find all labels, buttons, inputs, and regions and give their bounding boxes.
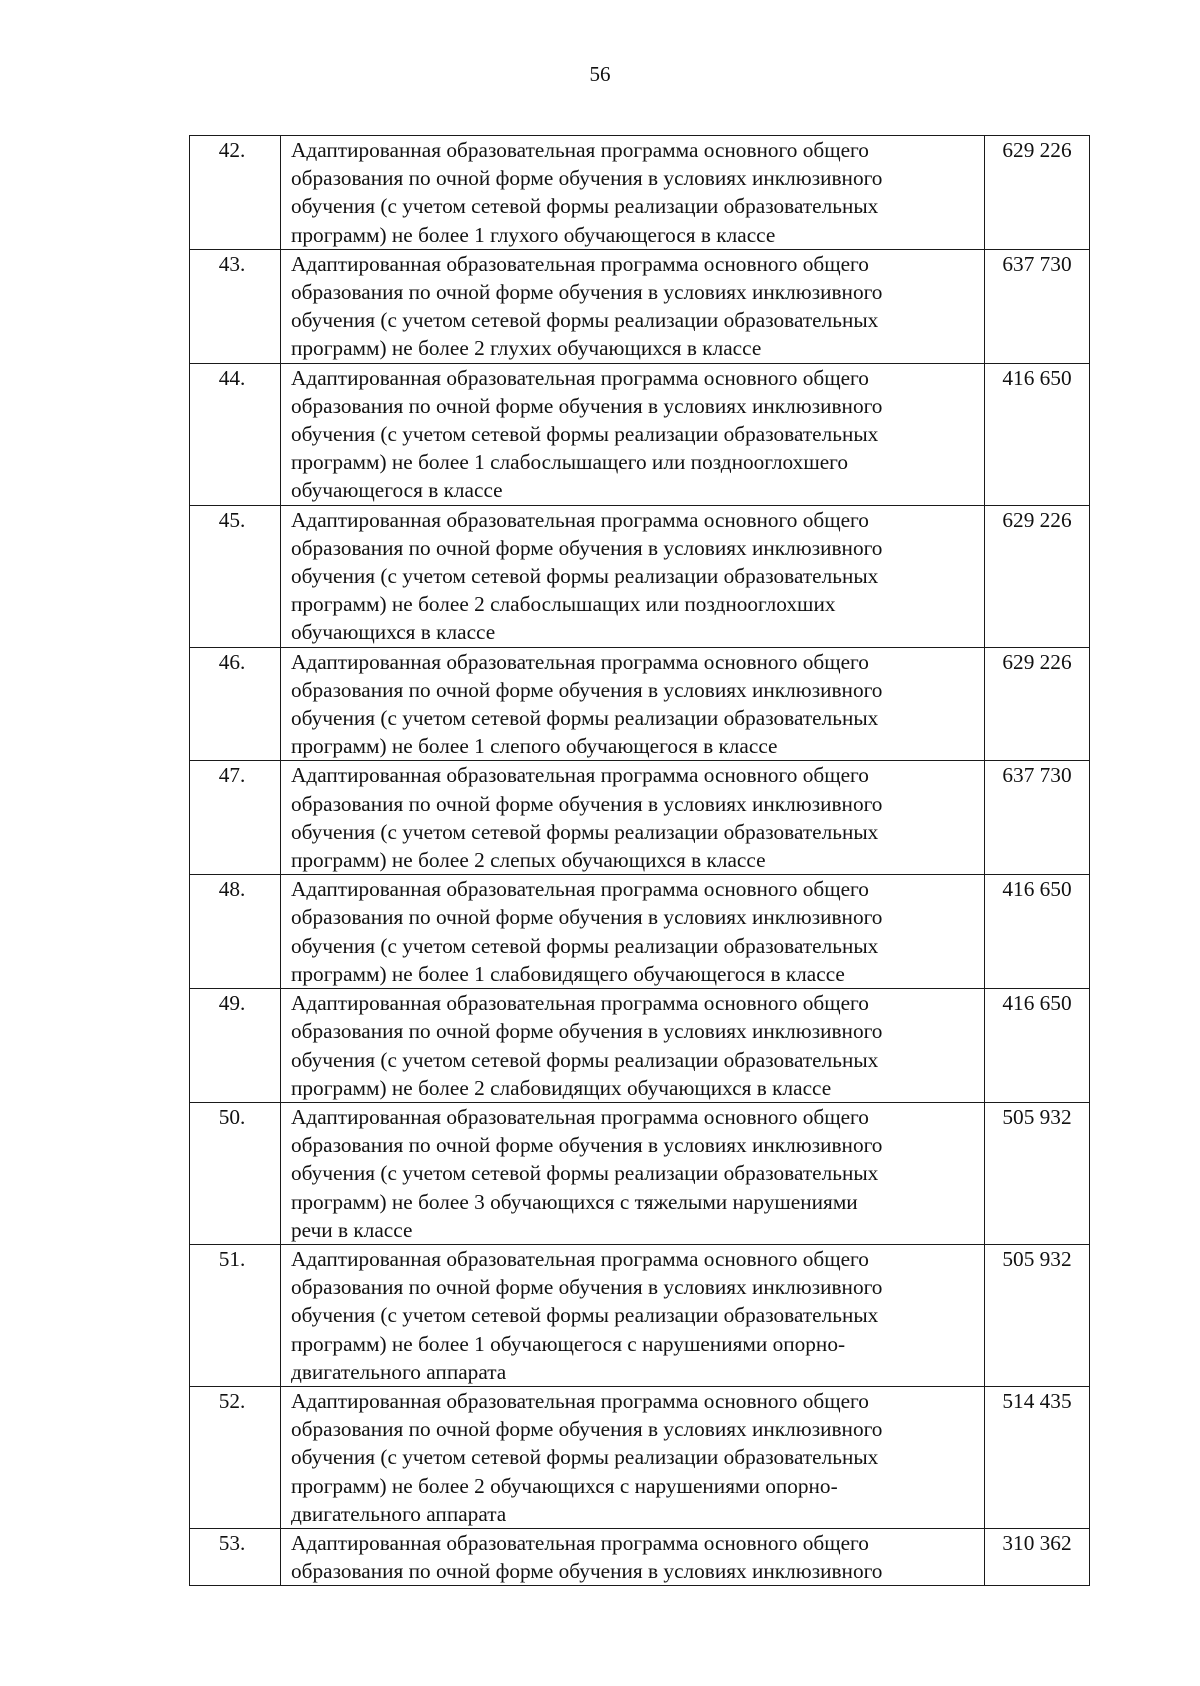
cost-value: 629 226 (985, 647, 1090, 761)
cost-value: 629 226 (985, 505, 1090, 647)
program-description: Адаптированная образовательная программа основного общего образования по очной форме обучения в условиях инклюзивного обучения (с учетом сетевой формы реализации образовательных программ) не более 2 слабослышащих или позднооглохших обучающихся в классе (281, 505, 985, 647)
cost-value: 505 932 (985, 1102, 1090, 1244)
table-row (190, 505, 1090, 647)
program-description: Адаптированная образовательная программа основного общего образования по очной форме обучения в условиях инклюзивного обучения (с учетом сетевой формы реализации образовательных программ) не более 1 глухого обучающегося в классе (281, 136, 985, 250)
row-number: 43. (190, 249, 281, 363)
row-number: 46. (190, 647, 281, 761)
cost-value: 629 226 (985, 136, 1090, 250)
row-number: 42. (190, 136, 281, 250)
cost-value: 505 932 (985, 1244, 1090, 1386)
table-row (190, 249, 1090, 363)
table-row (190, 1528, 1090, 1585)
table-body (190, 136, 1090, 1586)
cost-value: 416 650 (985, 875, 1090, 989)
program-description: Адаптированная образовательная программа основного общего образования по очной форме обучения в условиях инклюзивного обучения (с учетом сетевой формы реализации образовательных программ) не более 1 слепого обучающегося в классе (281, 647, 985, 761)
table-row (190, 761, 1090, 875)
row-number: 50. (190, 1102, 281, 1244)
program-description: Адаптированная образовательная программа основного общего образования по очной форме обучения в условиях инклюзивного обучения (с учетом сетевой формы реализации образовательных программ) не более 2 глухих обучающихся в классе (281, 249, 985, 363)
cost-value: 416 650 (985, 989, 1090, 1103)
table-row (190, 1102, 1090, 1244)
row-number: 44. (190, 363, 281, 505)
row-number: 45. (190, 505, 281, 647)
table-row (190, 647, 1090, 761)
row-number: 53. (190, 1528, 281, 1585)
table-row (190, 363, 1090, 505)
program-description: Адаптированная образовательная программа основного общего образования по очной форме обучения в условиях инклюзивного обучения (с учетом сетевой формы реализации образовательных программ) не более 2 обучающихся с нарушениями опорно- двигательного аппарата (281, 1386, 985, 1528)
table-row (190, 989, 1090, 1103)
page-number: 56 (589, 62, 611, 86)
program-description: Адаптированная образовательная программа основного общего образования по очной форме обучения в условиях инклюзивного (281, 1528, 985, 1585)
row-number: 51. (190, 1244, 281, 1386)
row-number: 47. (190, 761, 281, 875)
table-row (190, 1244, 1090, 1386)
program-description: Адаптированная образовательная программа основного общего образования по очной форме обучения в условиях инклюзивного обучения (с учетом сетевой формы реализации образовательных программ) не более 2 слепых обучающихся в классе (281, 761, 985, 875)
cost-value: 310 362 (985, 1528, 1090, 1585)
table-row (190, 875, 1090, 989)
program-cost-table (189, 135, 1090, 1586)
cost-value: 637 730 (985, 761, 1090, 875)
table-row (190, 1386, 1090, 1528)
table-row (190, 136, 1090, 250)
program-description: Адаптированная образовательная программа основного общего образования по очной форме обучения в условиях инклюзивного обучения (с учетом сетевой формы реализации образовательных программ) не более 2 слабовидящих обучающихся в классе (281, 989, 985, 1103)
program-description: Адаптированная образовательная программа основного общего образования по очной форме обучения в условиях инклюзивного обучения (с учетом сетевой формы реализации образовательных программ) не более 1 обучающегося с нарушениями опорно- двигательного аппарата (281, 1244, 985, 1386)
cost-value: 514 435 (985, 1386, 1090, 1528)
program-description: Адаптированная образовательная программа основного общего образования по очной форме обучения в условиях инклюзивного обучения (с учетом сетевой формы реализации образовательных программ) не более 1 слабослышащего или позднооглохшего обучающегося в классе (281, 363, 985, 505)
row-number: 48. (190, 875, 281, 989)
row-number: 52. (190, 1386, 281, 1528)
program-description: Адаптированная образовательная программа основного общего образования по очной форме обучения в условиях инклюзивного обучения (с учетом сетевой формы реализации образовательных программ) не более 3 обучающихся с тяжелыми нарушениями речи в классе (281, 1102, 985, 1244)
row-number: 49. (190, 989, 281, 1103)
cost-value: 637 730 (985, 249, 1090, 363)
program-description: Адаптированная образовательная программа основного общего образования по очной форме обучения в условиях инклюзивного обучения (с учетом сетевой формы реализации образовательных программ) не более 1 слабовидящего обучающегося в классе (281, 875, 985, 989)
cost-value: 416 650 (985, 363, 1090, 505)
